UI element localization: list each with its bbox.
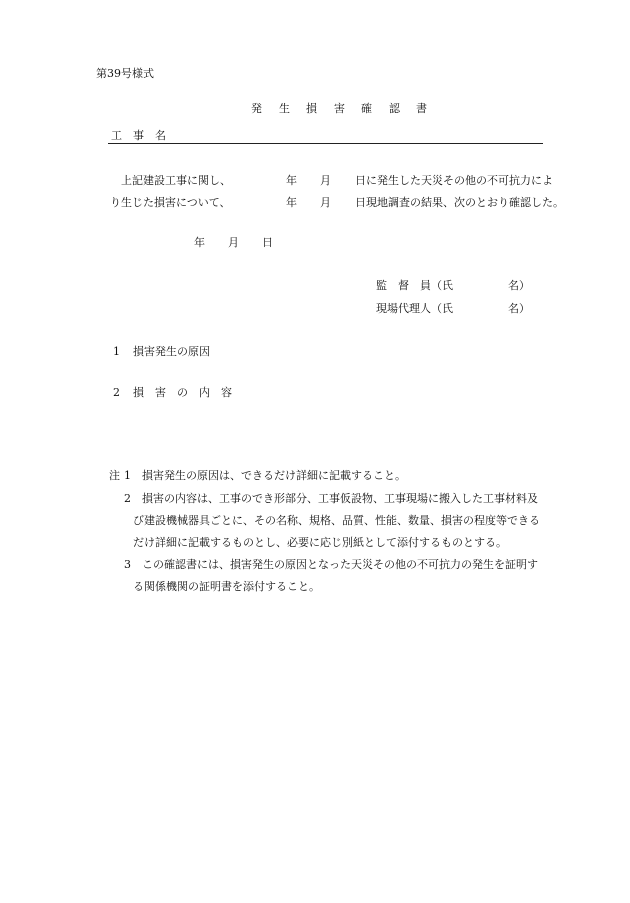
title-char: 害 xyxy=(334,102,345,115)
date-year: 年 xyxy=(194,236,205,249)
title-char: 確 xyxy=(361,102,372,115)
item-number: 1 xyxy=(113,345,120,358)
intro-line1-part1: 上記建設工事に関し、 xyxy=(121,174,231,187)
date-month: 月 xyxy=(228,236,239,249)
item-cause-label: 損害発生の原因 xyxy=(133,345,210,358)
intro-line1-month: 月 xyxy=(320,174,331,187)
intro-line1-year: 年 xyxy=(286,174,297,187)
note-line: 3 この確認書には、損害発生の原因となった天災その他の不可抗力の発生を証明す xyxy=(124,558,538,571)
title-char: 認 xyxy=(389,102,400,115)
notes-heading: 注 xyxy=(109,469,120,482)
note-line: 1 損害発生の原因は、できるだけ詳細に記載すること。 xyxy=(124,469,406,482)
title-char: 書 xyxy=(416,102,427,115)
intro-line1-part2: 日に発生した天災その他の不可抗力によ xyxy=(355,174,553,187)
document-title xyxy=(244,89,427,115)
item-number: 2 xyxy=(113,386,120,399)
intro-line2-part1: り生じた損害について、 xyxy=(110,196,231,209)
intro-line2-month: 月 xyxy=(320,196,331,209)
item-content-label: 損 害 の 内 容 xyxy=(133,386,232,399)
note-line: び建設機械器具ごとに、その名称、規格、品質、性能、数量、損害の程度等できる xyxy=(133,514,540,527)
note-line: だけ詳細に記載するものとし、必要に応じ別紙として添付するものとする。 xyxy=(133,536,507,549)
title-char: 生 xyxy=(279,102,290,115)
note-line: る関係機関の証明書を添付すること。 xyxy=(133,580,320,593)
title-char: 発 xyxy=(251,102,262,115)
form-number: 第39号様式 xyxy=(96,67,154,80)
title-char: 損 xyxy=(306,102,317,115)
date-day: 日 xyxy=(262,236,273,249)
project-name-label: 工 事 名 xyxy=(111,129,166,142)
intro-line2-year: 年 xyxy=(286,196,297,209)
note-line: 2 損害の内容は、工事のでき形部分、工事仮設物、工事現場に搬入した工事材料及 xyxy=(124,492,538,505)
supervisor-signature: 監 督 員（氏 名） xyxy=(376,279,530,292)
intro-line2-part2: 日現地調査の結果、次のとおり確認した。 xyxy=(355,196,564,209)
project-name-field[interactable] xyxy=(108,143,543,144)
site-agent-signature: 現場代理人（氏 名） xyxy=(376,302,530,315)
